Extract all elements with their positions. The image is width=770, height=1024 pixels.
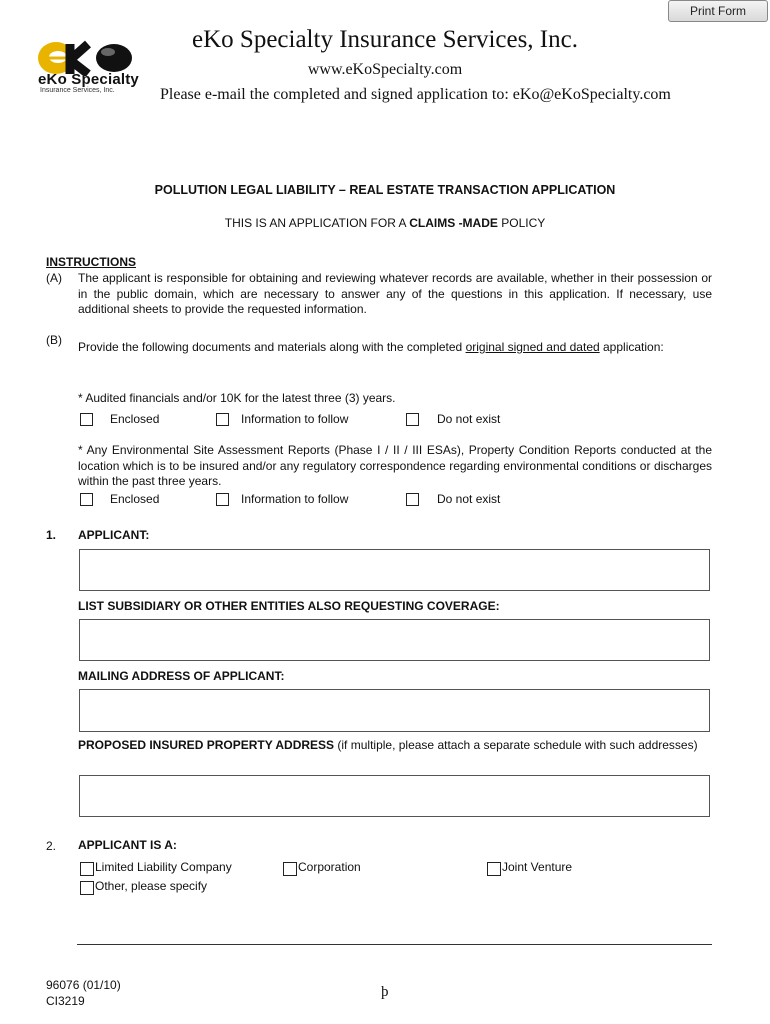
section-2-number: 2. [46,839,57,853]
financials-to-follow-checkbox[interactable] [216,413,229,426]
applicant-type-label: APPLICANT IS A: [78,838,177,852]
esa-not-exist-checkbox[interactable] [406,493,419,506]
corporation-checkbox[interactable] [283,862,297,876]
instruction-b-underlined: original signed and dated [465,340,600,354]
property-address-label [78,738,712,754]
form-code: CI3219 [46,994,85,1008]
instruction-a-text: The applicant is responsible for obtaining and reviewing whatever records are available, whether in their possession or in the public domain, which are necessary to answer any of the questions in this application. If necessary, use additional sheets to provide the requested information. [78,271,712,316]
claims-prefix: THIS IS AN APPLICATION FOR A [224,216,410,230]
instruction-b-label: (B) [46,333,62,347]
joint-venture-checkbox[interactable] [487,862,501,876]
mailing-address-field[interactable] [79,689,710,732]
subsidiary-field[interactable] [79,619,710,661]
esa-enclosed-label: Enclosed [110,492,160,506]
esa-to-follow-label: Information to follow [241,492,349,506]
applicant-field[interactable] [79,549,710,591]
corporation-label: Corporation [298,860,361,874]
esa-enclosed-checkbox[interactable] [80,493,93,506]
financials-not-exist-checkbox[interactable] [406,413,419,426]
applicant-label: APPLICANT: [78,528,150,542]
property-label-bold: PROPOSED INSURED PROPERTY ADDRESS [78,738,335,752]
claims-made-notice [0,216,770,230]
print-form-button[interactable]: Print Form [668,0,768,22]
other-checkbox[interactable] [80,881,94,895]
mailing-address-label: MAILING ADDRESS OF APPLICANT: [78,669,285,683]
claims-bold: CLAIMS -MADE [409,216,498,230]
form-number: 96076 (01/10) [46,978,121,992]
instructions-heading: INSTRUCTIONS [46,255,136,269]
section-1-number: 1. [46,528,57,542]
llc-checkbox[interactable] [80,862,94,876]
footer-glyph: þ [381,984,389,1000]
logo-subtext: Insurance Services, Inc. [40,87,115,94]
esa-to-follow-checkbox[interactable] [216,493,229,506]
property-label-rest: (if multiple, please attach a separate schedule with such addresses) [334,738,698,752]
form-title: POLLUTION LEGAL LIABILITY – REAL ESTATE TRANSACTION APPLICATION [154,183,616,197]
property-address-field[interactable] [79,775,710,817]
joint-venture-label: Joint Venture [502,860,573,874]
financials-enclosed-label: Enclosed [110,412,160,426]
footer-divider [77,944,712,945]
instruction-b-prefix: Provide the following documents and materials along with the completed [78,340,466,354]
instruction-b-suffix: application: [599,340,664,354]
company-website: www.eKoSpecialty.com [307,61,463,78]
esa-not-exist-label: Do not exist [437,492,501,506]
company-name: eKo Specialty Insurance Services, Inc. [192,26,578,53]
instruction-b-text [78,340,712,356]
email-instruction: Please e-mail the completed and signed application to: eKo@eKoSpecialty.com [160,86,671,103]
financials-enclosed-checkbox[interactable] [80,413,93,426]
other-label: Other, please specify [95,879,208,893]
claims-suffix: POLICY [497,216,546,230]
financials-not-exist-label: Do not exist [437,412,501,426]
document-item-esa: * Any Environmental Site Assessment Reports (Phase I / II / III ESAs), Property Condition Reports conducted at the location which is to be insured and/or any regulatory correspondence regarding environmental conditions or discharges within the past three years. [78,443,712,488]
subsidiary-label: LIST SUBSIDIARY OR OTHER ENTITIES ALSO REQUESTING COVERAGE: [78,599,500,613]
logo-text: eKo Specialty [38,71,139,88]
document-item-financials: * Audited financials and/or 10K for the latest three (3) years. [78,391,396,405]
financials-to-follow-label: Information to follow [241,412,349,426]
llc-label: Limited Liability Company [95,860,232,874]
instruction-a-label: (A) [46,271,62,285]
